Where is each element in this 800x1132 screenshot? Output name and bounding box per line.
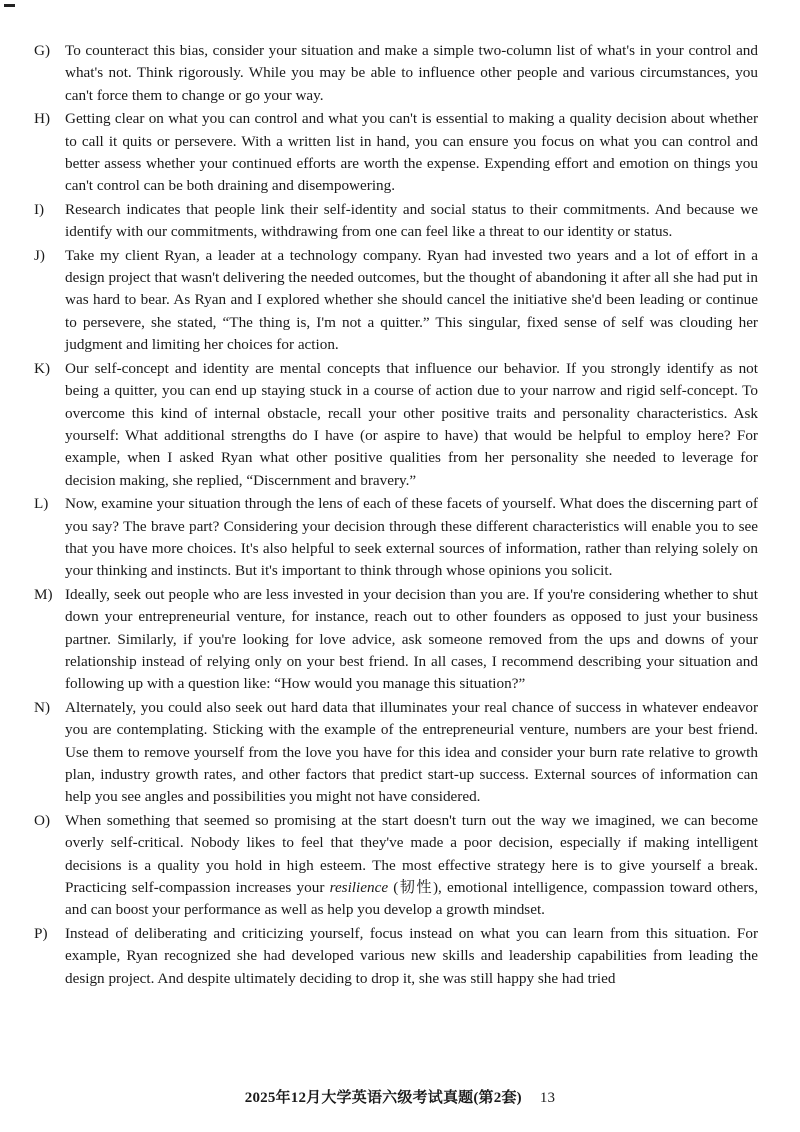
- paragraph-label: O): [34, 811, 51, 829]
- paragraph-text: Our self-concept and identity are mental concepts that influence our behavior. If you strongly identify as not being a quitter, you can end up staying stuck in a course of action due to your narrow and rigid self-concept. To overcome this kind of internal obstacle, recall your other positive traits and personality characteristics. Ask yourself: What additional strengths do I have (or aspire to have) that would be helpful to employ here? For example, when I asked Ryan what other positive qualities from her personality she needed to leverage for decision making, she replied, “Discernment and bravery.”: [65, 359, 758, 489]
- paragraph-label: L): [34, 495, 49, 513]
- paragraph-text: Alternately, you could also seek out hard data that illuminates your real chance of success in whatever endeavor you are contemplating. Sticking with the example of the entrepreneurial venture, numbers are your best friend. Use them to remove yourself from the love you have for this idea and consider your burn rate relative to growth plan, industry growth rates, and other factors that predict start-up success. External sources of information can help you see angles and possibilities you might not have considered.: [65, 698, 758, 806]
- paragraph-label: H): [34, 110, 51, 128]
- paragraph-j: [34, 245, 758, 357]
- paragraph-n: [34, 697, 758, 809]
- paragraph-i: [34, 199, 758, 244]
- paragraph-text-after: (韧性), emotional intelligence, compassion toward others, and can boost your performance as well as help you develop a growth mindset.: [65, 879, 758, 919]
- paragraph-text-before: When something that seemed so promising at the start doesn't turn out the way we imagined, we can become overly self-critical. Nobody likes to feel that they've made a poor decision, especially if making intelligent decisions is a quality you hold in high esteem. The most effective strategy here is to give yourself a break. Practicing self-compassion increases your: [65, 811, 758, 897]
- paragraph-label: G): [34, 42, 51, 59]
- paragraph-text: Research indicates that people link their self-identity and social status to their commitments. And because we identify with our commitments, withdrawing from one can feel like a threat to our identity or status.: [65, 200, 758, 241]
- paragraph-text: [65, 812, 758, 919]
- paragraph-label: M): [34, 585, 53, 603]
- paragraph-o: [34, 810, 758, 922]
- emphasized-term: resilience: [329, 879, 389, 897]
- paragraph-l: [34, 493, 758, 583]
- paragraph-text: Ideally, seek out people who are less invested in your decision than you are. If you're considering whether to shut down your entrepreneurial venture, for instance, reach out to other founders as opposed to just your business partner. Similarly, if you're looking for love advice, ask someone removed from the ups and downs of your relationship instead of relying only on your best friend. In all cases, I recommend describing your situation and following up with a question like: “How would you manage this situation?”: [65, 585, 758, 693]
- passage: [34, 40, 758, 991]
- paragraph-label: N): [34, 698, 51, 716]
- footer-title: 2025年12月大学英语六级考试真题(第2套): [244, 1090, 522, 1106]
- paragraph-text: Getting clear on what you can control and what you can't is essential to making a quality decision about whether to call it quits or persevere. With a written list in hand, you can ensure you focus on what you can control and better assess whether your continued efforts are worth the expense. Expending effort and emotion on things you can't control can be both draining and disempowering.: [65, 110, 758, 195]
- paragraph-label: I): [34, 200, 45, 218]
- paragraph-label: K): [34, 359, 51, 377]
- paragraph-h: [34, 108, 758, 198]
- paragraph-text: Take my client Ryan, a leader at a technology company. Ryan had invested two years and a lot of effort in a design project that wasn't delivering the needed outcomes, but the thought of abandoning it after all she had put in was hard to bear. As Ryan and I explored whether she should cancel the initiative she'd been leading or continue to persevere, she stated, “The thing is, I'm not a quitter.” This singular, fixed sense of self was clouding her judgment and limiting her choices for action.: [65, 246, 758, 354]
- paragraph-text: Now, examine your situation through the lens of each of these facets of yourself. What does the discerning part of you say? The brave part? Considering your decision through these different characteristics will enable you to see that you have more choices. It's also helpful to seek external sources of information, rather than relying solely on your thinking and instincts. But it's important to think through whose opinions you solicit.: [65, 495, 758, 580]
- paragraph-label: J): [34, 246, 45, 264]
- page-footer: [0, 1086, 800, 1107]
- paragraph-m: [34, 584, 758, 696]
- page-number: 13: [539, 1090, 556, 1106]
- paragraph-text: To counteract this bias, consider your situation and make a simple two-column list of what's in your control and what's not. Think rigorously. While you may be able to influence other people and various circumstances, you can't force them to change or go your way.: [65, 42, 758, 104]
- corner-mark: [4, 4, 15, 7]
- paragraph-g: [34, 40, 758, 107]
- paragraph-label: P): [34, 924, 48, 942]
- paragraph-k: [34, 358, 758, 492]
- paragraph-p: [34, 923, 758, 990]
- paragraph-text: Instead of deliberating and criticizing yourself, focus instead on what you can learn from this situation. For example, Ryan recognized she had developed various new skills and leadership capabilities from leading the design project. And despite ultimately deciding to drop it, she was still happy she had tried: [65, 924, 758, 987]
